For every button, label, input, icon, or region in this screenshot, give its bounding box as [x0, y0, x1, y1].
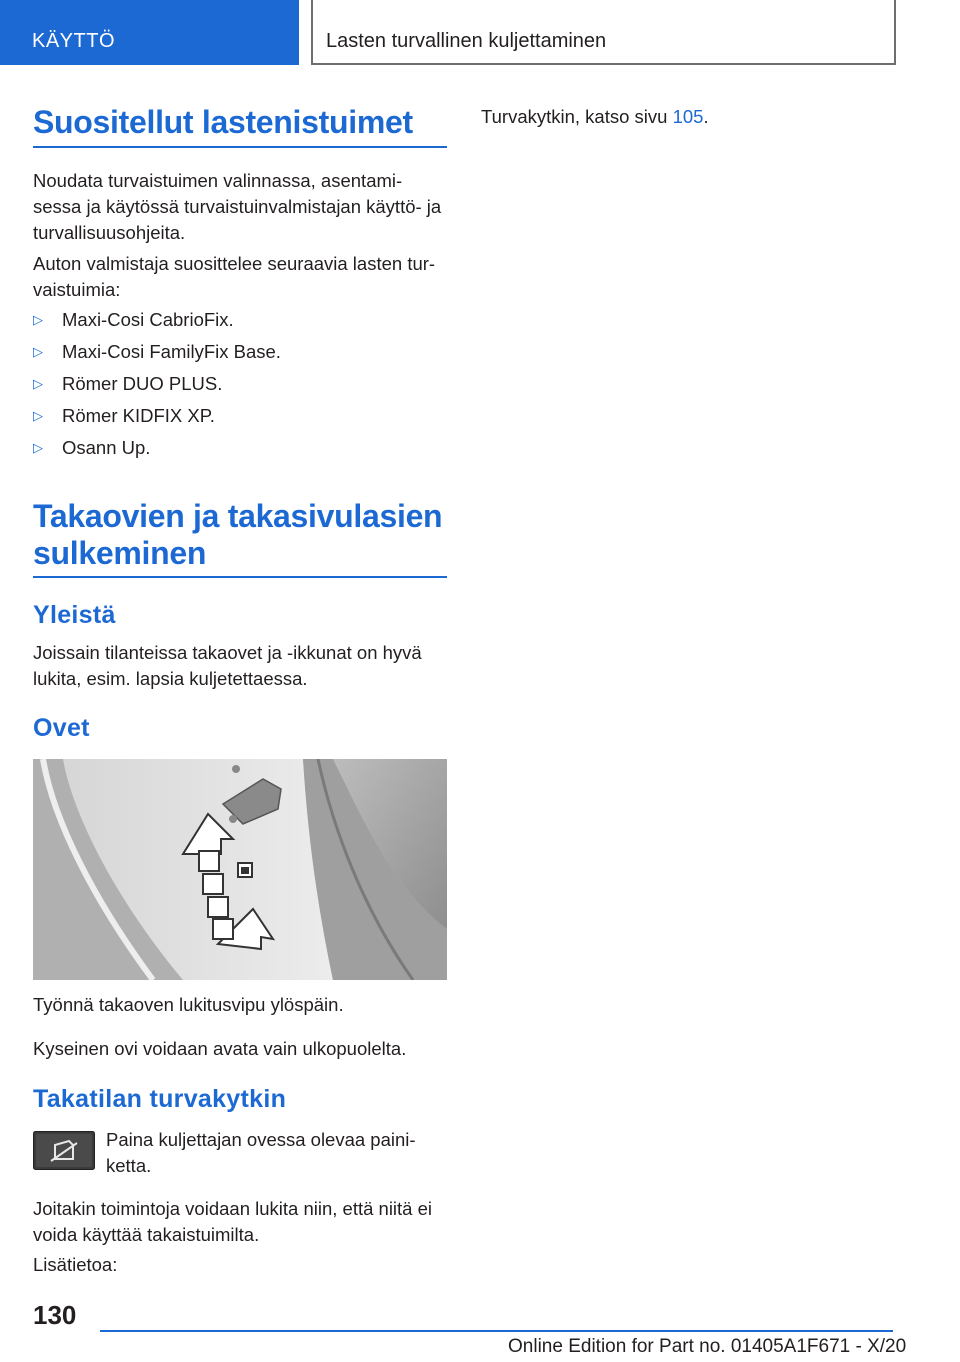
general-paragraph	[33, 640, 453, 692]
see-also-paragraph	[481, 104, 901, 130]
triangle-bullet-icon: ▷	[33, 440, 43, 455]
doors-instruction: Työnnä takaoven lukitusvipu ylöspäin.	[33, 994, 344, 1015]
list-item-text: Römer DUO PLUS.	[62, 373, 223, 394]
recommend-paragraph	[33, 251, 453, 303]
list-item-text: Maxi-Cosi CabrioFix.	[62, 309, 234, 330]
section-tab	[0, 0, 299, 65]
list-item-text: Maxi-Cosi FamilyFix Base.	[62, 341, 281, 362]
switch-more-paragraph	[33, 1196, 453, 1248]
more-info-label: Lisätietoa:	[33, 1254, 118, 1275]
list-item-text: Römer KIDFIX XP.	[62, 405, 215, 426]
edition-footer: Online Edition for Part no. 01405A1F671 - X/20	[508, 1336, 907, 1357]
switch-line: ketta.	[106, 1155, 152, 1176]
see-also-text: Turvakytkin, katso sivu	[481, 106, 673, 127]
switch-line: Paina kuljettajan ovessa olevaa paini-	[106, 1129, 416, 1150]
intro-line: sessa ja käytössä turvaistuinvalmistajan käyttö- ja	[33, 196, 442, 217]
triangle-bullet-icon: ▷	[33, 312, 43, 327]
heading-line: Takaovien ja takasivulasien	[33, 498, 443, 534]
triangle-bullet-icon: ▷	[33, 408, 43, 423]
general-line: lukita, esim. lapsia kuljetettaessa.	[33, 668, 308, 689]
door-lock-illustration	[33, 759, 447, 980]
heading-rear-safety-switch: Takatilan turvakytkin	[33, 1085, 287, 1113]
page-number: 130	[33, 1300, 77, 1330]
general-line: Joissain tilanteissa takaovet ja -ikkunat on hyvä	[33, 642, 422, 663]
recommend-line: vaistuimia:	[33, 279, 121, 300]
heading-rule	[33, 146, 447, 148]
heading-general: Yleistä	[33, 601, 116, 629]
recommend-line: Auton valmistaja suosittelee seuraavia lasten tur-	[33, 253, 436, 274]
chapter-title: Lasten turvallinen kuljettaminen	[326, 30, 607, 52]
intro-line: turvallisuusohjeita.	[33, 222, 186, 243]
heading-rule	[33, 576, 447, 578]
footer-rule	[100, 1330, 893, 1332]
rear-window-lock-button-icon	[33, 1131, 95, 1170]
switch-more-line: Joitakin toimintoja voidaan lukita niin, että niitä ei	[33, 1198, 433, 1219]
doors-note: Kyseinen ovi voidaan avata vain ulkopuolelta.	[33, 1038, 407, 1059]
heading-line: sulkeminen	[33, 535, 207, 571]
switch-paragraph	[106, 1127, 446, 1179]
heading-doors: Ovet	[33, 714, 90, 742]
switch-more-line: voida käyttää takaistuimilta.	[33, 1224, 260, 1245]
intro-line: Noudata turvaistuimen valinnassa, asentami-	[33, 170, 403, 191]
list-item-text: Osann Up.	[62, 437, 151, 458]
intro-paragraph	[33, 168, 453, 246]
chapter-header	[311, 0, 896, 65]
triangle-bullet-icon: ▷	[33, 376, 43, 391]
see-also-end: .	[703, 106, 709, 127]
heading-recommended-seats: Suositellut lastenistuimet	[33, 104, 413, 140]
triangle-bullet-icon: ▷	[33, 344, 43, 359]
page-reference-link[interactable]: 105	[672, 106, 704, 127]
section-label: KÄYTTÖ	[32, 30, 116, 52]
heading-rear-locking	[33, 498, 442, 572]
